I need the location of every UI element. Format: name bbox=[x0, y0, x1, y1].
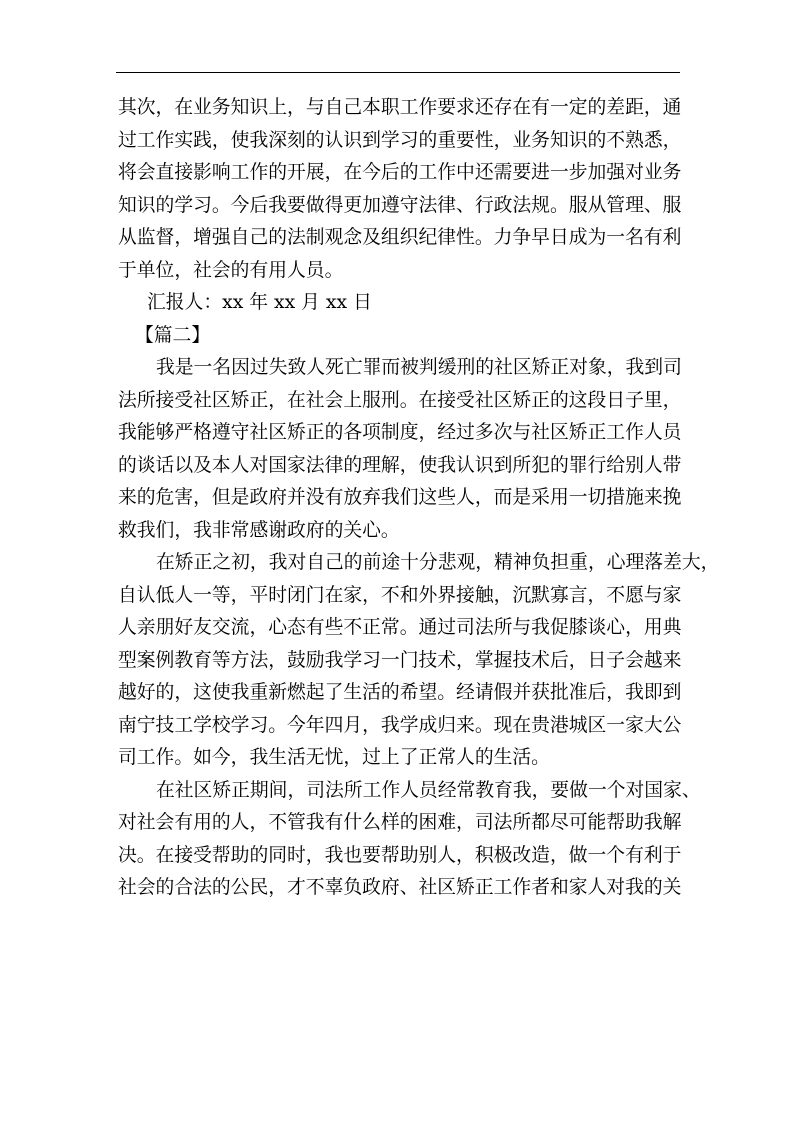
text-line: 人亲朋好友交流，心态有些不正常。通过司法所与我促膝谈心，用典 bbox=[118, 617, 682, 638]
text-line: 社会的合法的公民，才不辜负政府、社区矫正工作者和家人对我的关 bbox=[118, 877, 682, 898]
text-line: 我能够严格遵守社区矫正的各项制度，经过多次与社区矫正工作人员 bbox=[118, 422, 682, 443]
signoff-line: 汇报人：xx 年 xx 月 xx 日 bbox=[147, 292, 372, 313]
text-line: 自认低人一等，平时闭门在家，不和外界接触，沉默寡言，不愿与家 bbox=[118, 584, 682, 606]
text-line: 型案例教育等方法，鼓励我学习一门技术，掌握技术后，日子会越来 bbox=[118, 649, 682, 671]
text-line: 南宁技工学校学习。今年四月，我学成归来。现在贵港城区一家大公 bbox=[118, 714, 682, 736]
section-heading bbox=[118, 320, 680, 353]
text-line: 其次，在业务知识上，与自己本职工作要求还存在有一定的差距，通 bbox=[118, 97, 682, 118]
text-line: 法所接受社区矫正，在社会上服刑。在接受社区矫正的这段日子里， bbox=[118, 389, 682, 411]
text-line: 的谈话以及本人对国家法律的理解，使我认识到所犯的罪行给别人带 bbox=[118, 454, 682, 476]
text-line: 在矫正之初，我对自己的前途十分悲观，精神负担重，心理落差大， bbox=[156, 552, 720, 573]
paragraph-2 bbox=[118, 352, 680, 547]
text-line: 我是一名因过失致人死亡罪而被判缓刑的社区矫正对象，我到司 bbox=[156, 357, 682, 378]
header-rule bbox=[116, 72, 680, 73]
report-signoff bbox=[118, 287, 680, 320]
text-line: 于单位，社会的有用人员。 bbox=[118, 259, 344, 281]
paragraph-1 bbox=[118, 92, 680, 287]
paragraph-3 bbox=[118, 547, 720, 775]
text-line: 从监督，增强自己的法制观念及组织纪律性。力争早日成为一名有利 bbox=[118, 227, 682, 248]
text-line: 将会直接影响工作的开展，在今后的工作中还需要进一步加强对业务 bbox=[118, 162, 682, 183]
document-body bbox=[118, 92, 720, 905]
text-line: 过工作实践，使我深刻的认识到学习的重要性，业务知识的不熟悉， bbox=[118, 129, 682, 151]
text-line: 来的危害，但是政府并没有放弃我们这些人，而是采用一切措施来挽 bbox=[118, 487, 682, 508]
paragraph-4 bbox=[118, 775, 701, 905]
text-line: 决。在接受帮助的同时，我也要帮助别人，积极改造，做一个有利于 bbox=[118, 844, 682, 866]
text-line: 在社区矫正期间，司法所工作人员经常教育我，要做一个对国家、 bbox=[156, 779, 701, 801]
text-line: 对社会有用的人，不管我有什么样的困难，司法所都尽可能帮助我解 bbox=[118, 812, 682, 833]
text-line: 司工作。如今，我生活无忧，过上了正常人的生活。 bbox=[118, 747, 550, 768]
text-line: 救我们，我非常感谢政府的关心。 bbox=[118, 519, 400, 541]
text-line: 越好的，这使我重新燃起了生活的希望。经请假并获批准后，我即到 bbox=[118, 682, 682, 703]
section-title: 【篇二】 bbox=[135, 324, 211, 346]
text-line: 知识的学习。今后我要做得更加遵守法律、行政法规。服从管理、服 bbox=[118, 194, 682, 216]
